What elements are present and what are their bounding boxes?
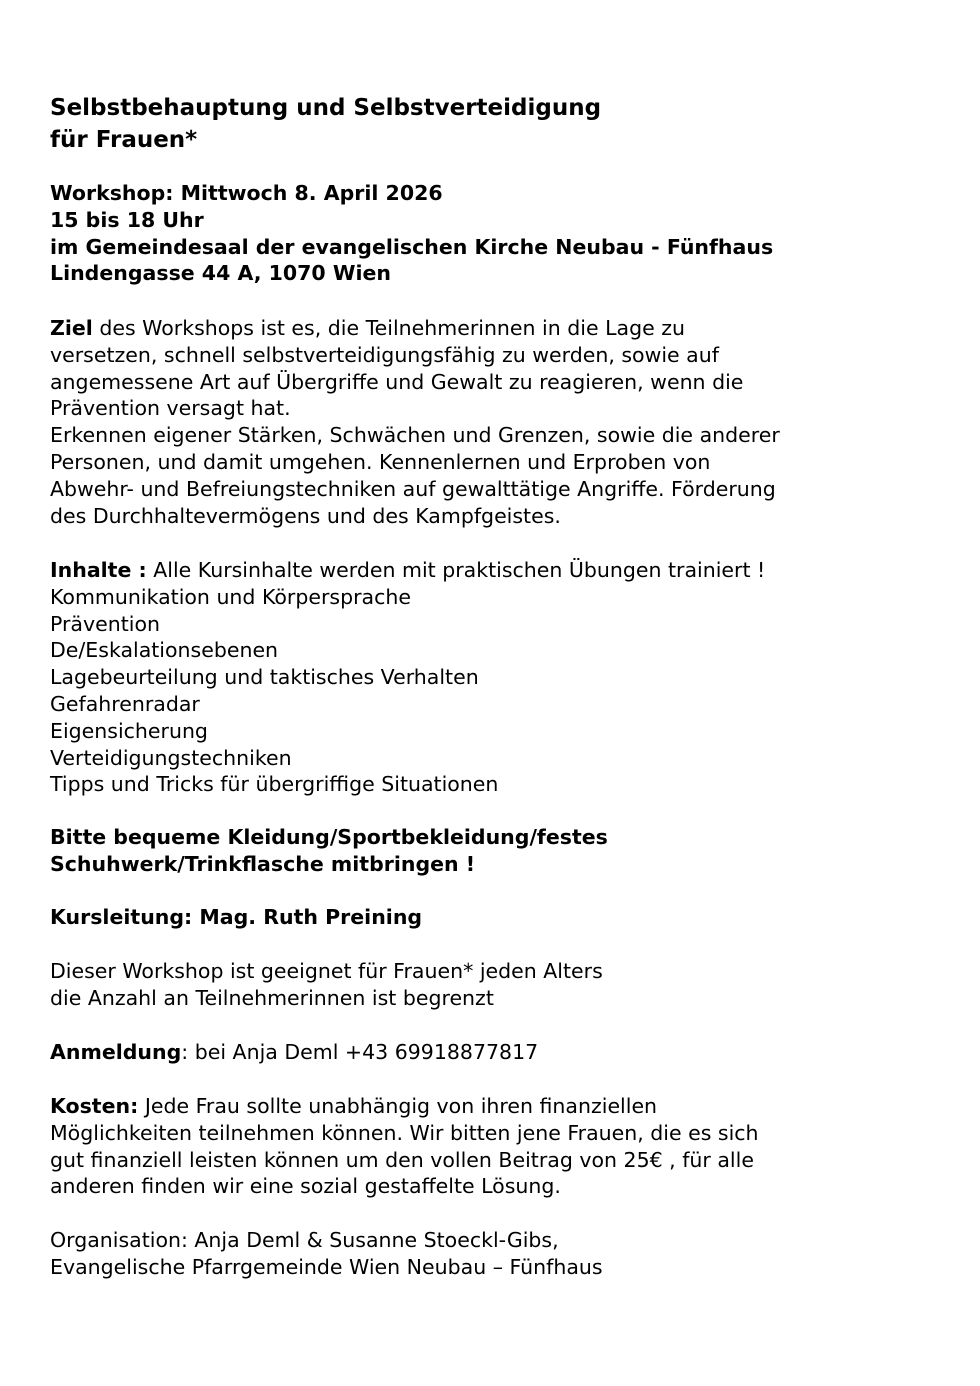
bring-along-notice <box>50 824 930 878</box>
contents-item: Kommunikation und Körpersprache <box>50 584 411 609</box>
costs-line: anderen finden wir eine sozial gestaffelte Lösung. <box>50 1174 561 1199</box>
contents-item: Lagebeurteilung und taktisches Verhalten <box>50 665 479 690</box>
goal-line: Personen, und damit umgehen. Kennenlernen und Erproben von <box>50 449 711 474</box>
bring-along-line-2: Schuhwerk/Trinkflasche mitbringen ! <box>50 851 476 876</box>
event-address: Lindengasse 44 A, 1070 Wien <box>50 261 391 286</box>
costs-label: Kosten: <box>50 1094 139 1118</box>
bring-along-line-1: Bitte bequeme Kleidung/Sportbekleidung/festes <box>50 825 608 849</box>
costs-line: Möglichkeiten teilnehmen können. Wir bitten jene Frauen, die es sich <box>50 1120 759 1145</box>
goal-label: Ziel <box>50 316 93 340</box>
title-line-1: Selbstbehauptung und Selbstverteidigung <box>50 95 602 121</box>
costs-section <box>50 1093 930 1200</box>
registration-contact: : bei Anja Deml +43 69918877817 <box>181 1040 539 1064</box>
organisation-line-2: Evangelische Pfarrgemeinde Wien Neubau – Fünfhaus <box>50 1254 603 1279</box>
event-date: Workshop: Mittwoch 8. April 2026 <box>50 181 443 205</box>
goal-line: angemessene Art auf Übergriffe und Gewalt zu reagieren, wenn die <box>50 369 744 394</box>
goal-line: Erkennen eigener Stärken, Schwächen und Grenzen, sowie die anderer <box>50 423 780 448</box>
contents-item: Gefahrenradar <box>50 691 200 716</box>
goal-section <box>50 315 930 529</box>
goal-first-line <box>50 315 930 342</box>
contents-item: Verteidigungstechniken <box>50 745 292 770</box>
course-leader-text: Kursleitung: Mag. Ruth Preining <box>50 905 423 929</box>
title-line-2: für Frauen* <box>50 127 198 153</box>
registration-line <box>50 1039 930 1066</box>
event-venue: im Gemeindesaal der evangelischen Kirche Neubau - Fünfhaus <box>50 234 774 259</box>
contents-item: Eigensicherung <box>50 718 208 743</box>
costs-first-line <box>50 1093 930 1120</box>
contents-intro <box>50 557 930 584</box>
organisation-section <box>50 1227 930 1281</box>
goal-line: Abwehr- und Befreiungstechniken auf gewalttätige Angriffe. Förderung <box>50 476 776 501</box>
goal-line: des Durchhaltevermögens und des Kampfgeistes. <box>50 503 561 528</box>
suitability-section <box>50 958 930 1012</box>
costs-line: gut finanziell leisten können um den vollen Beitrag von 25€ , für alle <box>50 1147 754 1172</box>
event-details <box>50 180 930 287</box>
goal-first-line-text: des Workshops ist es, die Teilnehmerinnen in die Lage zu <box>92 316 685 340</box>
contents-section <box>50 557 930 798</box>
document-title <box>50 92 601 156</box>
costs-first-line-text: Jede Frau sollte unabhängig von ihren finanziellen <box>138 1094 658 1118</box>
contents-intro-text: Alle Kursinhalte werden mit praktischen Übungen trainiert ! <box>146 558 766 582</box>
suitability-line-1: Dieser Workshop ist geeignet für Frauen* jeden Alters <box>50 959 603 983</box>
suitability-line-2: die Anzahl an Teilnehmerinnen ist begrenzt <box>50 985 494 1010</box>
contents-item: Prävention <box>50 611 160 636</box>
organisation-line-1: Organisation: Anja Deml & Susanne Stoeckl-Gibs, <box>50 1228 559 1252</box>
contents-item: Tipps und Tricks für übergriffige Situationen <box>50 772 499 797</box>
goal-line: versetzen, schnell selbstverteidigungsfähig zu werden, sowie auf <box>50 342 719 367</box>
goal-line: Prävention versagt hat. <box>50 396 291 421</box>
event-time: 15 bis 18 Uhr <box>50 207 204 232</box>
course-leader <box>50 904 930 931</box>
registration-section <box>50 1039 930 1066</box>
contents-item: De/Eskalationsebenen <box>50 638 279 663</box>
contents-label: Inhalte : <box>50 558 147 582</box>
registration-label: Anmeldung <box>50 1040 182 1064</box>
